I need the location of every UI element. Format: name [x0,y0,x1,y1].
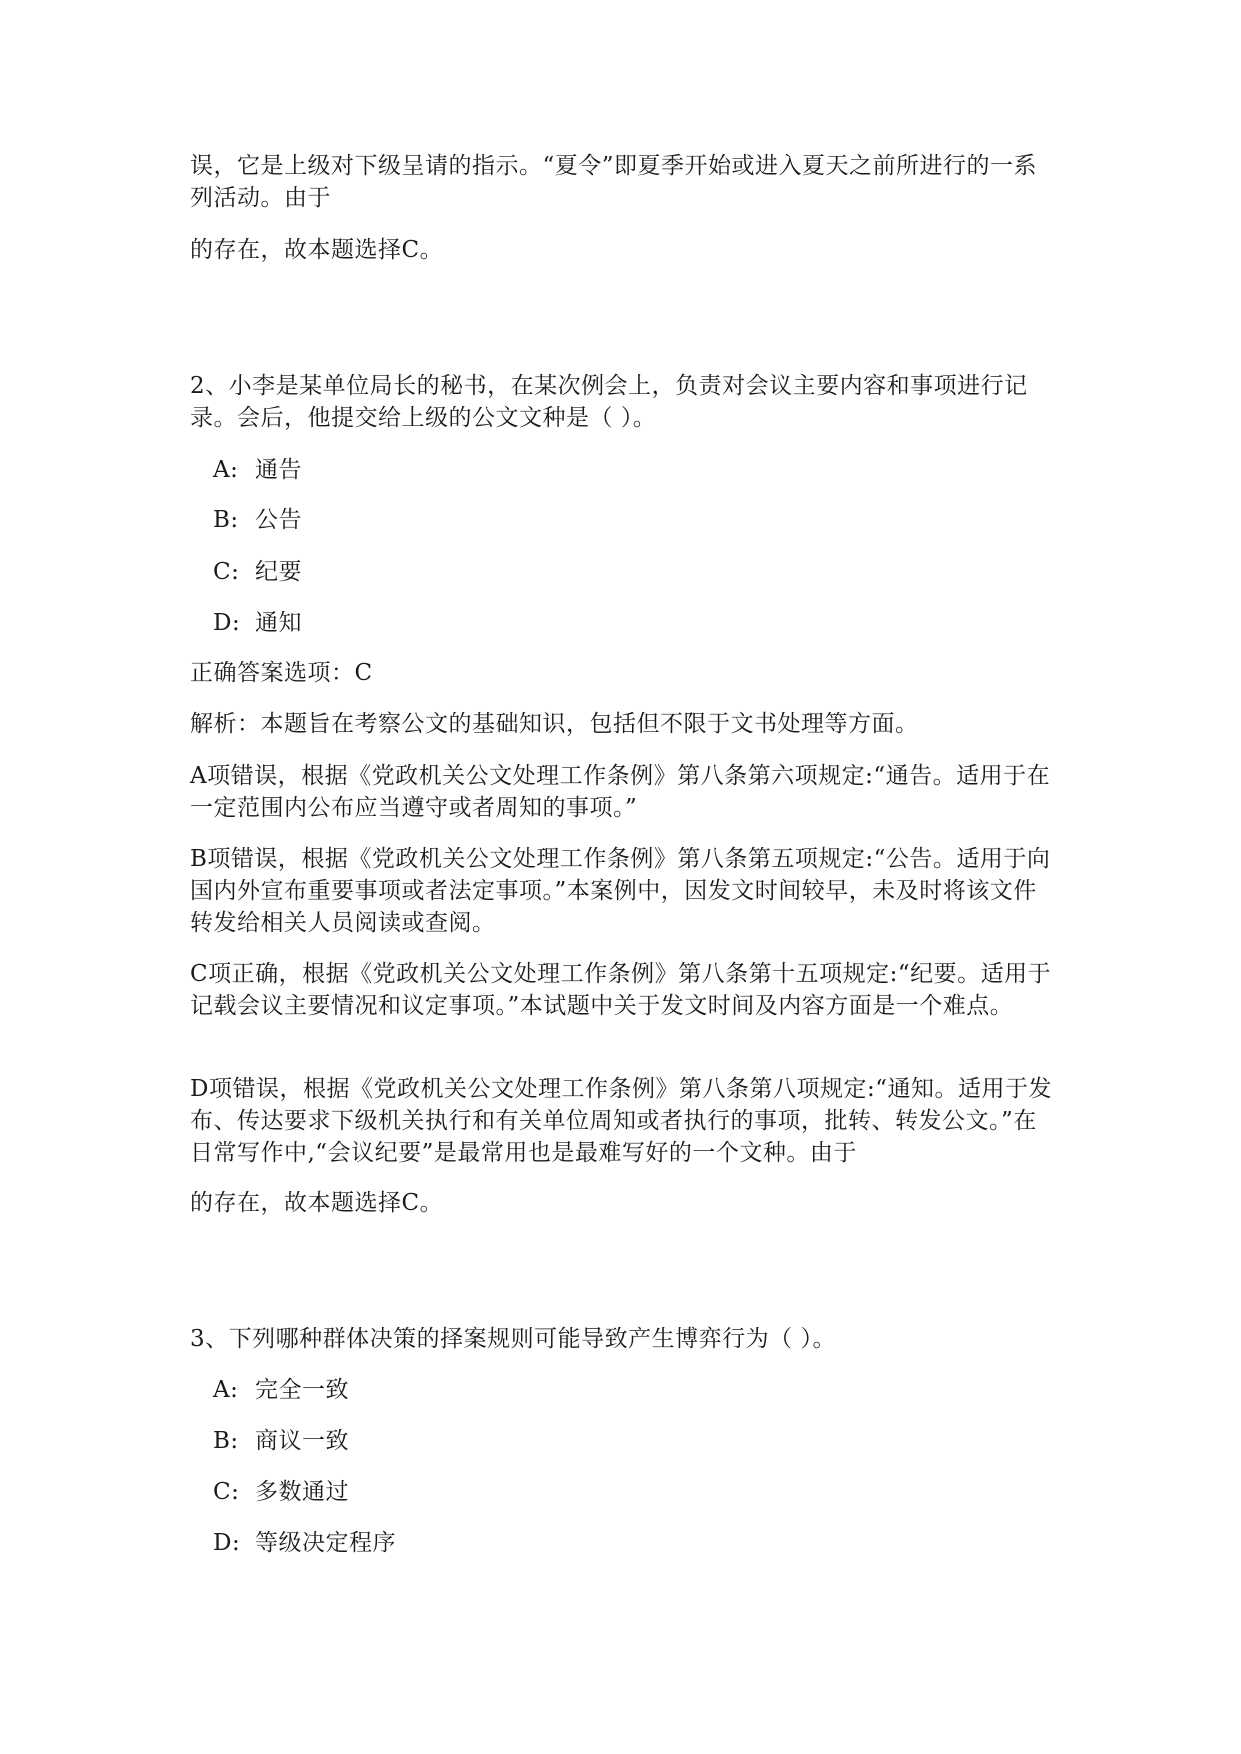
question-2-option-d [213,607,302,639]
question-2-explanation-c: C项正确，根据《党政机关公文处理工作条例》第八条第十五项规定:“纪要。适用于记载会议主要情况和议定事项。”本试题中关于发文时间及内容方面是一个难点。 [190,961,1052,1019]
option-text: 完全一致 [255,1377,349,1403]
question-2-option-b [213,504,302,536]
question-2-option-c [213,556,302,588]
question-2-explanation-a: A项错误，根据《党政机关公文处理工作条例》第八条第六项规定:“通告。适用于在一定范围内公布应当遵守或者周知的事项。” [190,763,1051,821]
option-letter: A: [213,457,239,483]
question-2-conclusion: 的存在，故本题选择C。 [190,1190,444,1216]
option-letter: B: [213,1428,239,1454]
question-2-option-a [213,454,302,486]
option-text: 等级决定程序 [255,1530,396,1556]
question-3-option-c [213,1476,349,1508]
option-letter: C: [213,559,240,585]
prev-question-tail-paragraph: 误，它是上级对下级呈请的指示。“夏令”即夏季开始或进入夏天之前所进行的一系列活动。由于 [190,153,1038,211]
option-text: 多数通过 [255,1479,349,1505]
prev-question-conclusion: 的存在，故本题选择C。 [190,237,444,263]
option-letter: B: [213,507,239,533]
question-2-answer: 正确答案选项：C [190,660,373,686]
option-letter: C: [213,1479,240,1505]
question-2-analysis: 解析：本题旨在考察公文的基础知识，包括但不限于文书处理等方面。 [190,711,919,737]
option-text: 通告 [255,457,302,483]
option-letter: D: [213,610,241,636]
question-2-explanation-d: D项错误，根据《党政机关公文处理工作条例》第八条第八项规定:“通知。适用于发布、传达要求下级机关执行和有关单位周知或者执行的事项，批转、转发公文。”在日常写作中,“会议纪要”是最常用也是最难写好的一个文种。由于 [190,1076,1052,1166]
option-text: 通知 [255,610,302,636]
option-letter: D: [213,1530,241,1556]
option-text: 公告 [255,507,302,533]
option-letter: A: [213,1377,239,1403]
question-3-option-b [213,1425,349,1457]
option-text: 商议一致 [255,1428,349,1454]
option-text: 纪要 [255,559,302,585]
question-3-option-d [213,1527,396,1559]
question-3-stem: 3、下列哪种群体决策的择案规则可能导致产生博弈行为（ ）。 [190,1326,836,1352]
question-2-stem: 2、小李是某单位局长的秘书，在某次例会上，负责对会议主要内容和事项进行记录。会后，他提交给上级的公文文种是（ ）。 [190,373,1028,431]
question-2-explanation-b: B项错误，根据《党政机关公文处理工作条例》第八条第五项规定:“公告。适用于向国内外宣布重要事项或者法定事项。”本案例中，因发文时间较早，未及时将该文件转发给相关人员阅读或查阅。 [190,846,1051,936]
question-3-option-a [213,1374,349,1406]
